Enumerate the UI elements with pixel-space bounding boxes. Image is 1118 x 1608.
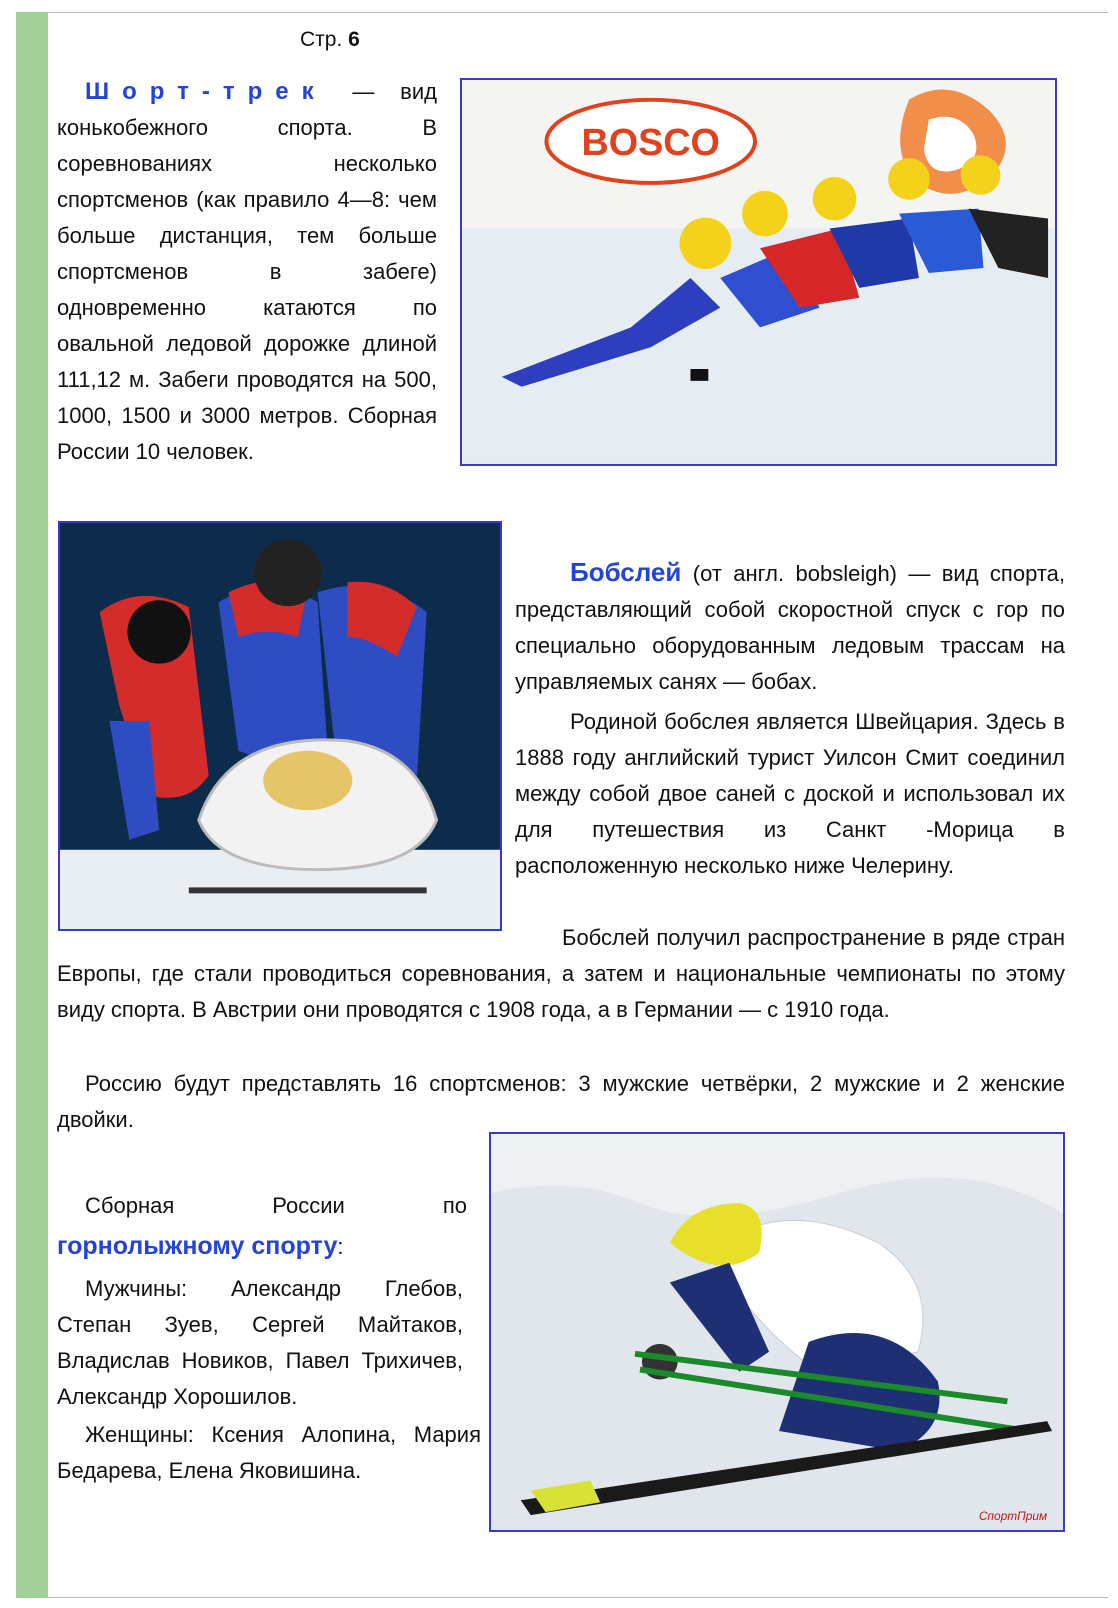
- bobsleigh-title: Бобслей: [570, 557, 682, 587]
- bobsleigh-spread-text: Бобслей получил распространение в ряде стран Европы, где стали проводиться соревнования, а затем и национальные чемпионаты по этому виду спорта. В Австрии они проводятся с 1908 года, а в Германии — с 1910 года.: [57, 925, 1065, 1022]
- short-track-dash: —: [326, 79, 375, 104]
- bobsleigh-history: Родиной бобслея является Швейцария. Здесь в 1888 году английский турист Уилсон Смит соединил между собой двое саней с доской и использовал их для путешествия из Санкт -Морица в расположенную несколько ниже Челерину.: [515, 709, 1065, 878]
- bobsleigh-spread: [57, 920, 1065, 1028]
- side-color-bar: [16, 12, 48, 1598]
- bobsleigh-intro-text: (от англ. bobsleigh) — вид спорта, представляющий собой скоростной спуск с гор по специально оборудованным ледовым трассам на управляемых санях — бобах.: [515, 561, 1065, 694]
- bobsleigh-team: Россию будут представлять 16 спортсменов: 3 мужские четвёрки, 2 мужские и 2 женские двойки.: [57, 1071, 1065, 1132]
- bosco-banner-text: BOSCO: [581, 121, 720, 164]
- bobsleigh-photo: [58, 521, 502, 931]
- alpine-colon: :: [337, 1234, 344, 1259]
- alpine-men: Мужчины: Александр Глебов, Степан Зуев, Сергей Майтаков, Владислав Новиков, Павел Трихичев, Александр Хорошилов.: [57, 1276, 463, 1409]
- short-track-body: вид конькобежного спорта. В соревнованиях несколько спортсменов (как правило 4—8: чем больше дистанция, тем больше спортсменов в забеге) одновременно катаются по овальной ледовой дорожке длиной 111,12 м. Забеги проводятся на 500, 1000, 1500 и 3000 метров. Сборная России 10 человек.: [57, 79, 437, 464]
- page-number-value: 6: [348, 28, 360, 51]
- alpine-heading: [57, 1186, 467, 1267]
- bobsleigh-intro: [515, 554, 1065, 700]
- short-track-title: Шорт-трек: [85, 78, 327, 105]
- page-label: Стр.: [300, 28, 343, 51]
- alpine-title: горнолыжному спорту: [57, 1232, 338, 1260]
- alpine-lead: Сборная России по: [85, 1193, 467, 1218]
- short-track-photo: [460, 78, 1057, 466]
- page-number: [300, 28, 360, 52]
- alpine-women: Женщины: Ксения Алопина, Мария Бедарева, Елена Яковишина.: [57, 1422, 481, 1483]
- short-track-text: [57, 74, 437, 470]
- alpine-photo: [489, 1132, 1065, 1532]
- photo-credit: СпортПрим: [978, 1509, 1048, 1524]
